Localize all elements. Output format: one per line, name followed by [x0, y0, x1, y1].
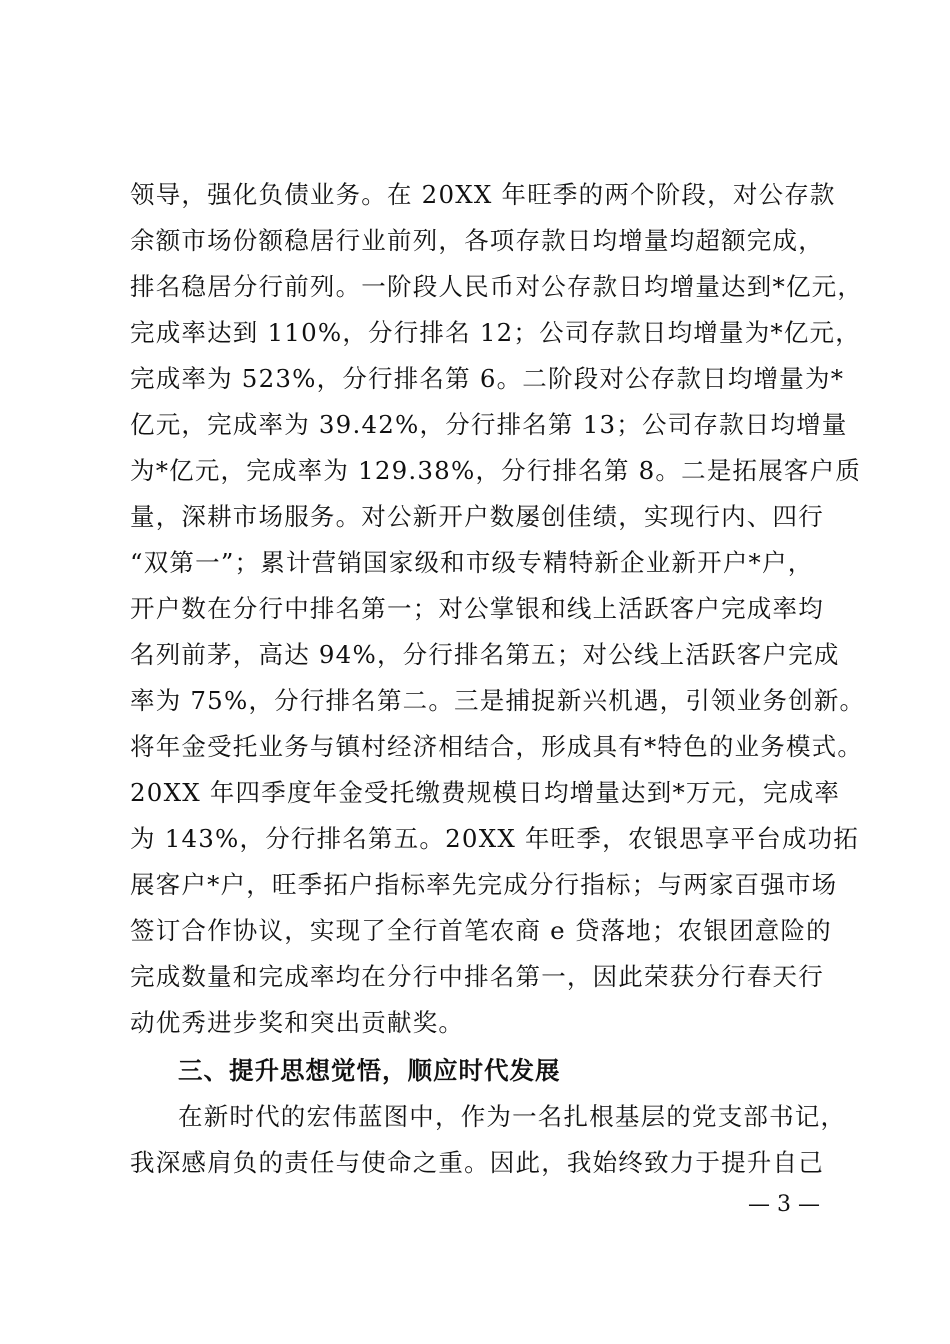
- body-line-7: 为*亿元，完成率为 129.38%，分行排名第 8。二是拓展客户质: [130, 456, 862, 485]
- body-line-5: 完成率为 523%，分行排名第 6。二阶段对公存款日均增量为*: [130, 364, 845, 393]
- section-heading: 三、提升思想觉悟，顺应时代发展: [178, 1056, 561, 1085]
- body-line-18: 完成数量和完成率均在分行中排名第一，因此荣获分行春天行: [130, 962, 824, 991]
- body-line-11: 名列前茅，高达 94%，分行排名第五；对公线上活跃客户完成: [130, 640, 840, 669]
- body-line-8: 量，深耕市场服务。对公新开户数屡创佳绩，实现行内、四行: [130, 502, 824, 531]
- body-line-4: 完成率达到 110%，分行排名 12；公司存款日均增量为*亿元，: [130, 318, 861, 347]
- body-line-6: 亿元，完成率为 39.42%，分行排名第 13；公司存款日均增量: [130, 410, 848, 439]
- body-line-13: 将年金受托业务与镇村经济相结合，形成具有*特色的业务模式。: [130, 732, 864, 761]
- section-line-2: 我深感肩负的责任与使命之重。因此，我始终致力于提升自己: [130, 1148, 824, 1177]
- body-line-2: 余额市场份额稳居行业前列，各项存款日均增量均超额完成，: [130, 226, 824, 255]
- page-number: — 3 —: [748, 1192, 820, 1217]
- body-line-12: 率为 75%，分行排名第二。三是捕捉新兴机遇，引领业务创新。: [130, 686, 866, 715]
- body-line-3: 排名稳居分行前列。一阶段人民币对公存款日均增量达到*亿元，: [130, 272, 864, 301]
- body-line-9: “双第一”；累计营销国家级和市级专精特新企业新开户*户，: [130, 548, 814, 577]
- body-line-16: 展客户*户，旺季拓户指标率先完成分行指标；与两家百强市场: [130, 870, 838, 899]
- body-line-14: 20XX 年四季度年金受托缴费规模日均增量达到*万元，完成率: [130, 778, 841, 807]
- body-line-1: 领导，强化负债业务。在 20XX 年旺季的两个阶段，对公存款: [130, 180, 836, 209]
- body-line-19: 动优秀进步奖和突出贡献奖。: [130, 1008, 465, 1037]
- body-line-17: 签订合作协议，实现了全行首笔农商 e 贷落地；农银团意险的: [130, 916, 832, 945]
- section-line-1: 在新时代的宏伟蓝图中，作为一名扎根基层的党支部书记，: [178, 1102, 847, 1131]
- body-line-15: 为 143%，分行排名第五。20XX 年旺季，农银思享平台成功拓: [130, 824, 860, 853]
- body-line-10: 开户数在分行中排名第一；对公掌银和线上活跃客户完成率均: [130, 594, 824, 623]
